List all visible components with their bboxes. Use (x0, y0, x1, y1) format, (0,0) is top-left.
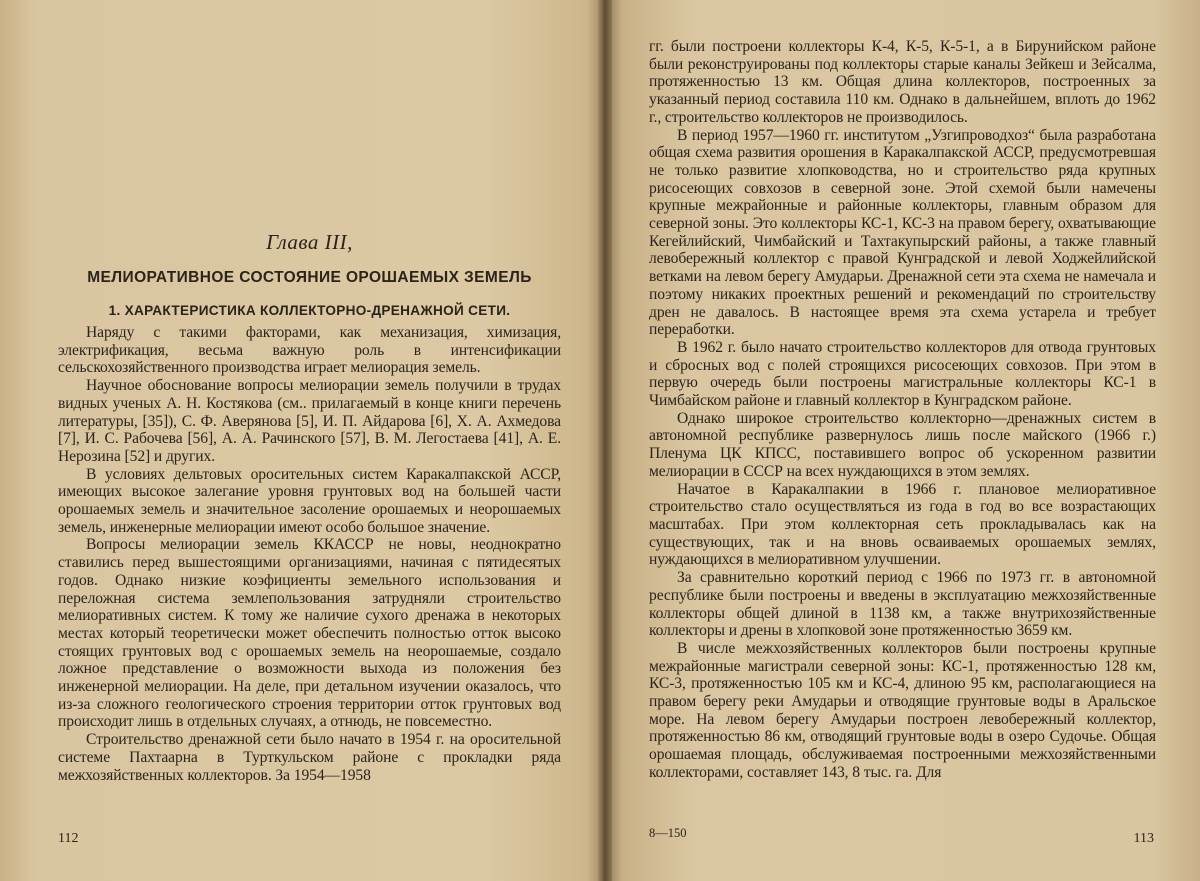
chapter-title: МЕЛИОРАТИВНОЕ СОСТОЯНИЕ ОРОШАЕМЫХ ЗЕМЕЛЬ (87, 269, 532, 286)
paragraph: В 1962 г. было начато строительство коллекторов для отвода грунтовых и сбросных вод с полей строящихся рисосеющих совхозов. При этом в первую очередь были построены магистральные коллекторы КС-1 в Чимбайском районе и главный коллектор в Кунградском районе. (649, 338, 1156, 410)
paragraph: За сравнительно короткий период с 1966 по 1973 гг. в автономной республике были построены и введены в эксплуатацию межхозяйственные коллекторы общей длиной в 1138 км, а также внутрихозяйственные коллекторы и дрены в хлопковой зоне протяженностью 3659 км. (649, 569, 1156, 640)
paragraph: Научное обоснование вопросы мелиорации земель получили в трудах видных ученых А. Н. Костякова (см.. прилагаемый в конце книги перечень литературы, [35]), С. Ф. Аверянова [5], И. П. Айдарова [6], Х. А. Ахмедова [7], И. С. Рабочева [56], А. А. Рачинского [57], В. М. Легостаева [41], А. Е. Нерозина [52] и других. (58, 377, 561, 465)
paragraph: Строительство дренажной сети было начато в 1954 г. на оросительной системе Пахтаарна в Турткульском районе с прокладки ряда межхозяйственных коллекторов. За 1954—1958 (58, 731, 561, 784)
paragraph: Начатое в Каракалпакии в 1966 г. плановое мелиоративное строительство стало осуществляться из года в год во все возрастающих масштабах. При этом коллекторная сеть прокладывалась как на существующих, так и на вновь осваиваемых орошаемых землях, нуждающихся в мелиоративном улучшении. (649, 480, 1156, 569)
book-gutter (598, 0, 612, 881)
paragraph: В условиях дельтовых оросительных систем Каракалпакской АССР, имеющих высокое залегание уровня грунтовых вод на большей части орошаемых земель и значительное засоление орошаемых и неорошаемых земель, инженерные мелиорации имеют особо большое значение. (58, 465, 561, 536)
right-page (605, 0, 1200, 881)
section-title: 1. ХАРАКТЕРИСТИКА КОЛЛЕКТОРНО-ДРЕНАЖНОЙ СЕТИ. (108, 303, 511, 318)
paragraph: Однако широкое строительство коллекторно—дренажных систем в автономной республике развернулось лишь после майского (1966 г.) Пленума ЦК КПСС, поставившего вопрос об ускоренном развитии мелиорации в СССР на всех нуждающихся в этом землях. (649, 409, 1156, 480)
paragraph: В период 1957—1960 гг. институтом „Узгипроводхоз“ была разработана общая схема развития орошения в Каракалпакской АССР, предусмотревшая не только развитие хлопководства, но и строительство ряда крупных рисосеющих совхозов в северной зоне. Этой схемой были намечены крупные межрайонные и районные коллекторы, главным образом для северной зоны. Это коллекторы КС-1, КС-3 на правом берегу, охватывающие Кегейлийский, Чимбайский и Тахтакупырский районы, а также главный левобережный коллектор с правой Кунградской и левой Ходжейлийской ветками на левом берегу Амударьи. Дренажной сети эта схема не намечала и поэтому никаких проектных решений и рекомендаций по строительству дрен не давалось. В настоящее время эта схема устарела и требует переработки. (649, 126, 1156, 339)
paragraph: гг. были построени коллекторы К-4, К-5, К-5-1, а в Бирунийском районе были реконструированы под коллекторы старые каналы Зейкеш и Зейсалма, протяженностью 13 км. Общая длина коллекторов, построенных за указанный период составила 110 км. Однако в дальнейшем, вплоть до 1962 г., строительство коллекторов не производилось. (649, 38, 1156, 126)
paragraph: Наряду с такими факторами, как механизация, химизация, электрификация, весьма важную роль в интенсификации сельскохозяйственного производства играет мелиорация земель. (58, 324, 561, 377)
page-number-left: 112 (58, 831, 79, 846)
chapter-heading: Глава III, (266, 230, 353, 254)
signature-mark: 8—150 (649, 826, 687, 840)
page-number-right: 113 (1133, 831, 1154, 846)
paragraph: В числе межхозяйственных коллекторов были построены крупные межрайонные магистрали северной зоны: КС-1, протяженностью 128 км, КС-3, протяженностью 105 км и КС-4, длиною 95 км, располагающиеся на правом берегу реки Амударьи и отводящие грунтовые воды в Аральское море. На левом берегу Амударьи построен левобережный коллектор, протяженностью 86 км, отводящий грунтовые воды в озеро Судочье. Общая орошаемая площадь, обслуживаемая построенными межхозяйственными коллекторами, составляет 143, 8 тыс. га. Для (649, 639, 1156, 781)
paragraph: Вопросы мелиорации земель ККАССР не новы, неоднократно ставились перед вышестоящими организациями, начиная с пятидесятых годов. Однако низкие коэфициенты земельного использования и переложная система землепользования затрудняли строительство мелиоративных систем. К тому же наличие сухого дренажа в некоторых местах который теоретически может обеспечить полностью отток высоко стоящих грунтовых вод с орошаемых земель на неорошаемые, создало ложное представление о возможности выхода из положения без инженерной мелиорации. На деле, при детальном изучении оказалось, что из-за сложного геологического строения территории отток грунтовых вод происходит лишь в отдельных случаях, а отнюдь, не повсеместно. (58, 536, 561, 731)
